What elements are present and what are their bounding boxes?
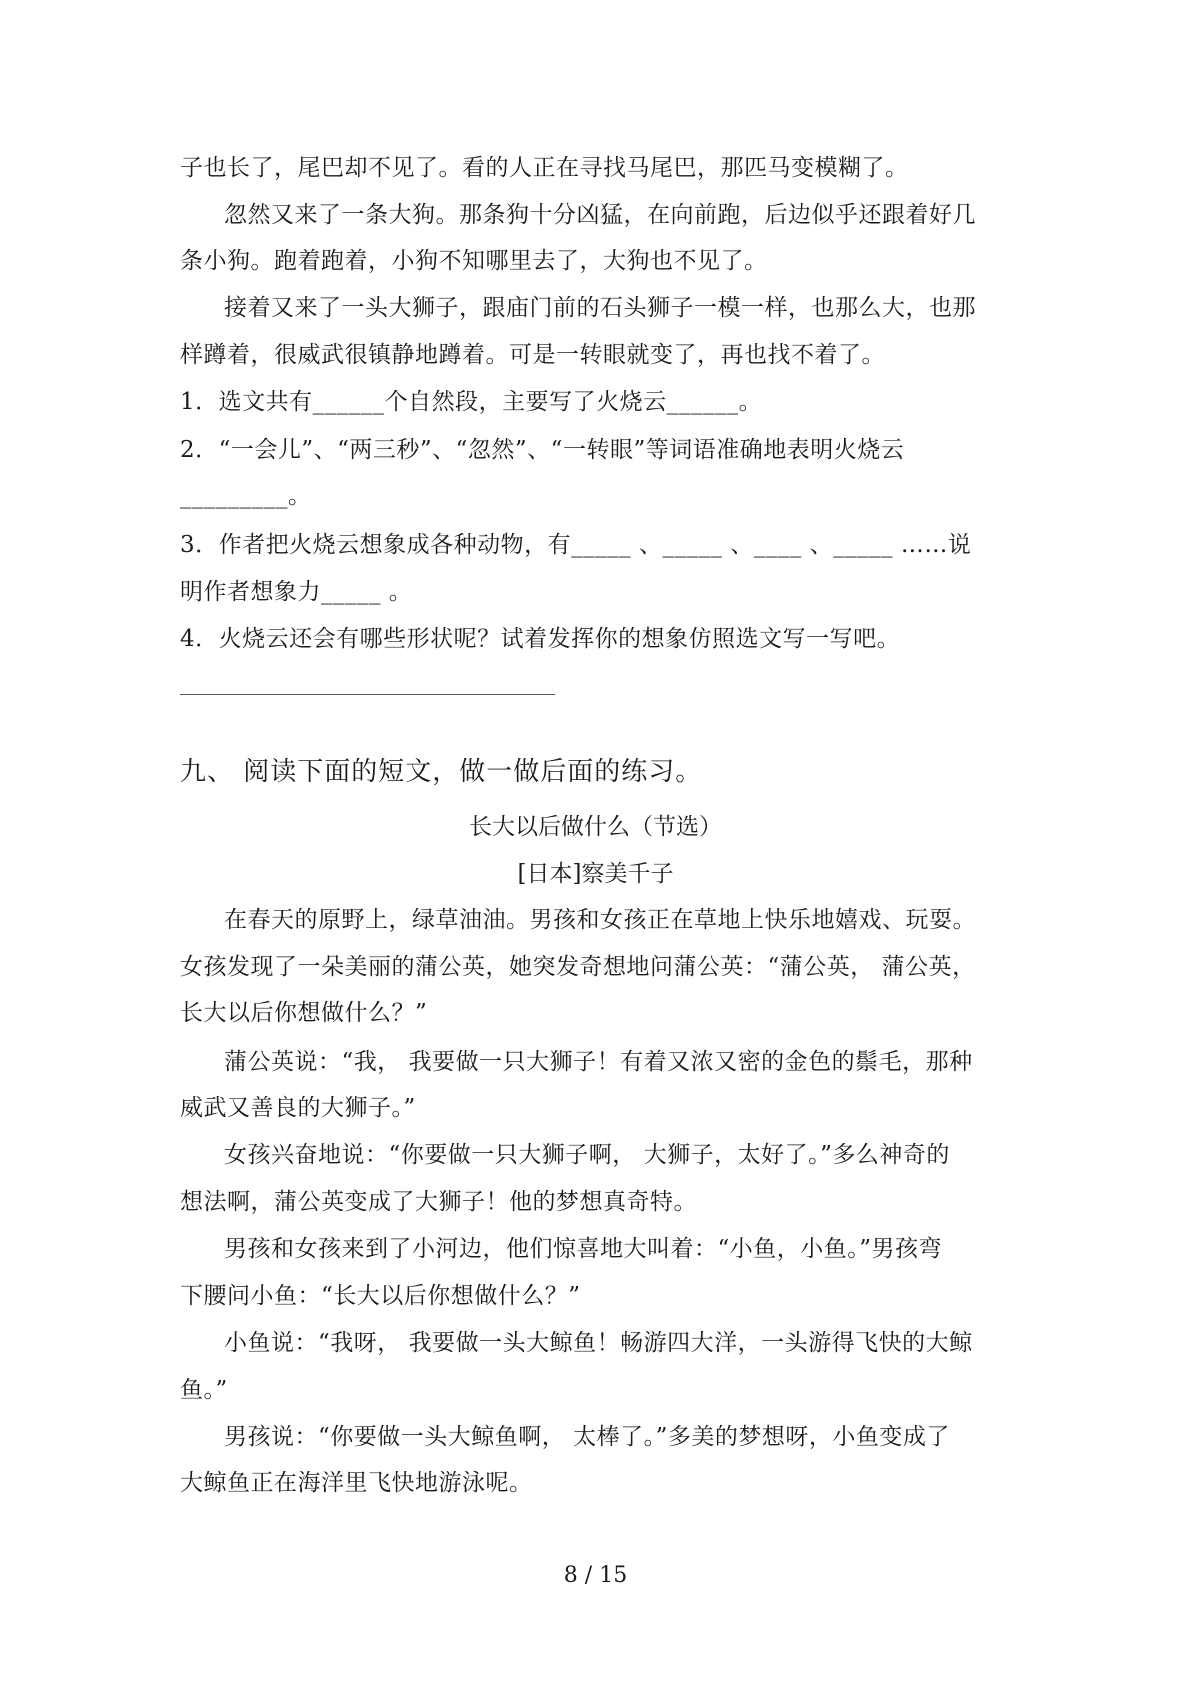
story-line: 在春天的原野上，绿草油油。男孩和女孩正在草地上快乐地嬉戏、玩耍。	[224, 907, 976, 933]
passage-line: 样蹲着，很威武很镇静地蹲着。可是一转眼就变了，再也找不着了。	[180, 342, 885, 368]
question-3: 3．作者把火烧云想象成各种动物，有_____ 、_____ 、____ 、_____ ……说	[180, 532, 972, 558]
story-author: [日本]察美千子	[517, 861, 674, 887]
story-line: 蒲公英说：“我， 我要做一只大狮子！有着又浓又密的金色的鬃毛，那种	[224, 1049, 973, 1075]
story-line: 小鱼说：“我呀， 我要做一头大鲸鱼！畅游四大洋，一头游得飞快的大鲸	[224, 1330, 973, 1356]
story-line: 鱼。”	[180, 1377, 228, 1403]
question-4: 4．火烧云还会有哪些形状呢？试着发挥你的想象仿照选文写一写吧。	[180, 626, 901, 652]
question-1: 1．选文共有______个自然段，主要写了火烧云______。	[180, 389, 763, 415]
passage-line: 条小狗。跑着跑着，小狗不知哪里去了，大狗也不见了。	[180, 248, 768, 274]
story-line: 大鲸鱼正在海洋里飞快地游泳呢。	[180, 1470, 533, 1496]
question-2-blank: _________。	[180, 483, 312, 509]
story-line: 下腰问小鱼：“长大以后你想做什么？”	[180, 1283, 581, 1309]
passage-line: 接着又来了一头大狮子，跟庙门前的石头狮子一模一样，也那么大，也那	[224, 295, 976, 321]
section-heading: 九、 阅读下面的短文，做一做后面的练习。	[180, 757, 703, 787]
page-number: 8 / 15	[563, 1563, 628, 1588]
story-line: 男孩和女孩来到了小河边，他们惊喜地大叫着：“小鱼，小鱼。”男孩弯	[224, 1236, 943, 1262]
story-title: 长大以后做什么（节选）	[469, 814, 722, 840]
story-line: 威武又善良的大狮子。”	[180, 1095, 416, 1121]
question-3-cont: 明作者想象力_____ 。	[180, 579, 413, 605]
answer-line	[180, 694, 555, 695]
passage-line: 子也长了，尾巴却不见了。看的人正在寻找马尾巴，那匹马变模糊了。	[180, 155, 909, 181]
passage-line: 忽然又来了一条大狗。那条狗十分凶猛，在向前跑，后边似乎还跟着好几	[224, 202, 976, 228]
story-line: 想法啊，蒲公英变成了大狮子！他的梦想真奇特。	[180, 1189, 697, 1215]
question-2: 2．“一会儿”、“两三秒”、“忽然”、“一转眼”等词语准确地表明火烧云	[180, 437, 905, 463]
story-line: 女孩兴奋地说：“你要做一只大狮子啊， 大狮子，太好了。”多么神奇的	[224, 1142, 950, 1168]
story-line: 女孩发现了一朵美丽的蒲公英，她突发奇想地问蒲公英：“蒲公英， 蒲公英，	[180, 954, 976, 980]
story-line: 长大以后你想做什么？”	[180, 1000, 428, 1026]
story-line: 男孩说：“你要做一头大鲸鱼啊， 太棒了。”多美的梦想呀，小鱼变成了	[224, 1424, 950, 1450]
